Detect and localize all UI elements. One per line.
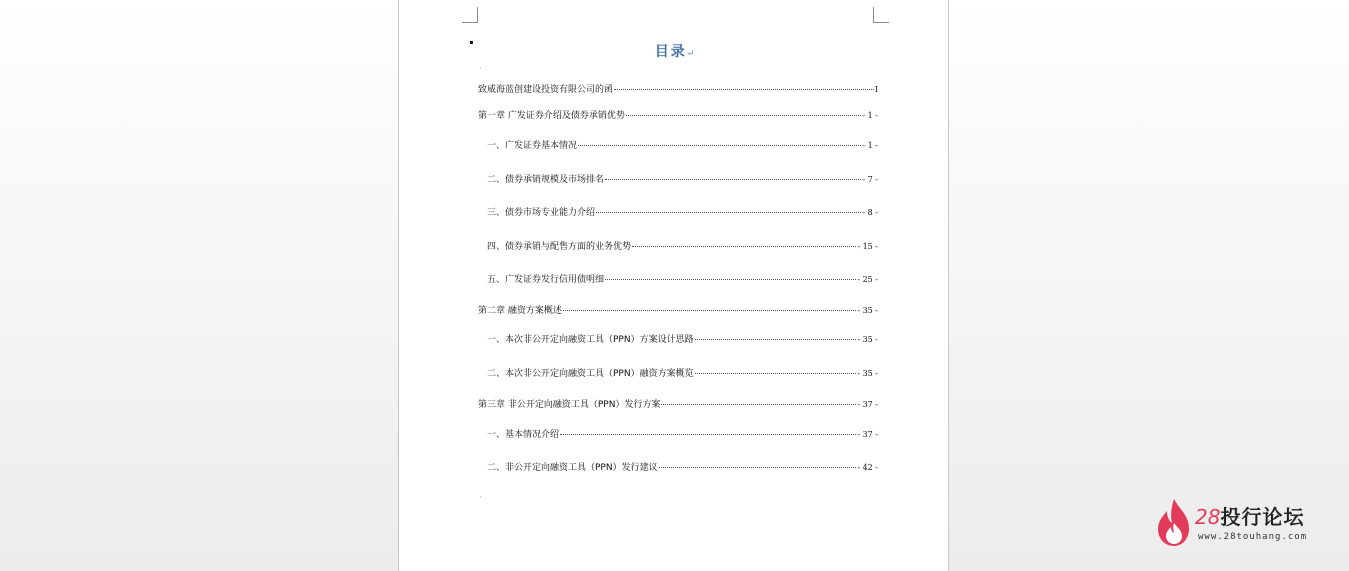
toc-entry-page: - 35 - <box>857 335 878 344</box>
paragraph-mark: ↵ <box>686 49 695 59</box>
toc-entry-text: 致威海蓝创建设投资有限公司的函 <box>478 85 614 95</box>
toc-leader-dots <box>578 145 861 146</box>
toc-entry[interactable] <box>487 241 878 253</box>
toc-leader-dots <box>626 115 862 116</box>
flame-icon <box>1155 497 1193 547</box>
toc-entry[interactable] <box>487 207 878 219</box>
toc-leader-dots <box>563 310 856 311</box>
toc-leader-dots <box>560 434 856 435</box>
toc-entry-page: - 42 - <box>857 463 878 472</box>
toc-leader-dots <box>605 279 856 280</box>
toc-entry[interactable] <box>487 274 878 286</box>
toc-entry[interactable] <box>487 462 878 474</box>
toc-leader-dots <box>605 179 861 180</box>
watermark-name: 投行论坛 <box>1220 505 1305 529</box>
toc-entry[interactable] <box>478 399 878 411</box>
toc-entry-page: - 1 - <box>862 141 878 150</box>
paragraph-mark-small: ' <box>480 496 482 502</box>
watermark-logo <box>1155 497 1335 547</box>
toc-entry[interactable] <box>487 429 878 441</box>
toc-entry-text: 一、基本情况介绍 <box>487 430 560 440</box>
watermark-brand <box>1195 506 1304 528</box>
toc-entry-text: 二、债券承销规模及市场排名 <box>487 175 605 185</box>
toc-entry-page: - 8 - <box>862 208 878 217</box>
toc-entry-text: 二、非公开定向融资工具（PPN）发行建议 <box>487 463 658 473</box>
toc-leader-dots <box>659 467 857 468</box>
toc-entry[interactable] <box>487 140 878 152</box>
toc-entry-text: 二、本次非公开定向融资工具（PPN）融资方案概览 <box>487 369 694 379</box>
toc-entry-page: - 37 - <box>857 400 878 409</box>
toc-leader-dots <box>614 89 874 90</box>
toc-entry[interactable] <box>487 174 878 186</box>
toc-leader-dots <box>661 404 856 405</box>
toc-entry-text: 第一章 广发证券介绍及债券承销优势 <box>478 111 625 121</box>
toc-entry[interactable] <box>487 368 878 380</box>
toc-entry[interactable] <box>478 84 878 96</box>
toc-leader-dots <box>695 373 857 374</box>
margin-corner-top-left <box>462 7 478 23</box>
toc-entry-page: - 1 - <box>862 111 878 120</box>
toc-entry-text: 一、本次非公开定向融资工具（PPN）方案设计思路 <box>487 335 694 345</box>
toc-entry-page: - 37 - <box>857 430 878 439</box>
toc-entry-text: 一、广发证券基本情况 <box>487 141 578 151</box>
toc-entry-text: 三、债券市场专业能力介绍 <box>487 208 596 218</box>
toc-leader-dots <box>596 212 861 213</box>
toc-title-text: 目录 <box>654 44 687 60</box>
toc-entry[interactable] <box>478 305 878 317</box>
document-page <box>398 0 949 571</box>
toc-entry-page: - 7 - <box>862 175 878 184</box>
watermark-number: 28 <box>1195 505 1221 529</box>
toc-entry-page: - 15 - <box>857 242 878 251</box>
toc-entry-text: 第三章 非公开定向融资工具（PPN）发行方案 <box>478 400 661 410</box>
toc-entry-page: I <box>874 85 878 94</box>
watermark-url: www.28touhang.com <box>1198 532 1308 542</box>
toc-entry[interactable] <box>487 334 878 346</box>
toc-entry-text: 五、广发证券发行信用债明细 <box>487 275 605 285</box>
toc-entry[interactable] <box>478 110 878 122</box>
toc-entry-page: - 25 - <box>857 275 878 284</box>
toc-entry-text: 第二章 融资方案概述 <box>478 306 562 316</box>
toc-entry-text: 四、债券承销与配售方面的业务优势 <box>487 242 632 252</box>
toc-entry-page: - 35 - <box>857 306 878 315</box>
toc-title <box>399 41 950 61</box>
toc-entry-page: - 35 - <box>857 369 878 378</box>
paragraph-mark-small: ' <box>480 67 482 73</box>
toc-leader-dots <box>695 339 857 340</box>
margin-corner-top-right <box>873 7 889 23</box>
toc-leader-dots <box>632 246 856 247</box>
